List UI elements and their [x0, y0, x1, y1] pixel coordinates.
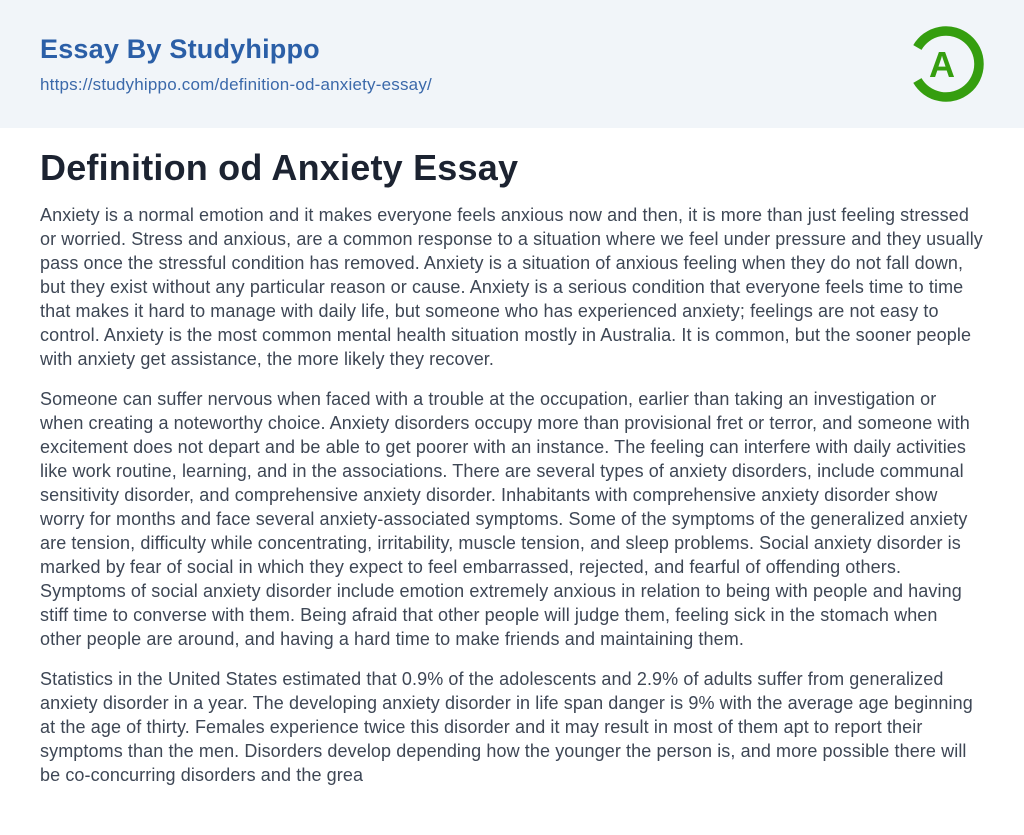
- header-text-block: [40, 34, 432, 95]
- essay-content: [0, 128, 1024, 787]
- page-title: Definition od Anxiety Essay: [40, 147, 519, 188]
- studyhippo-logo-icon: [904, 22, 988, 106]
- essay-paragraph-3: Statistics in the United States estimated that 0.9% of the adolescents and 2.9% of adults suffer from generalized anxiety disorder in a year. The developing anxiety disorder in life span danger is 9% with the average age beginning at the age of thirty. Females experience twice this disorder and it may result in most of them apt to report their symptoms than the men. Disorders develop depending how the younger the person is, and more possible there will be co-concurring disorders and the grea: [40, 668, 973, 785]
- logo-letter: A: [929, 44, 955, 85]
- site-url: https://studyhippo.com/definition-od-anxiety-essay/: [40, 74, 432, 94]
- essay-paragraph-2: Someone can suffer nervous when faced with a trouble at the occupation, earlier than taking an investigation or when creating a noteworthy choice. Anxiety disorders occupy more than provisional fret or terror, and someone with excitement does not depart and be able to get poorer with an instance. The feeling can interfere with daily activities like work routine, learning, and in the associations. There are several types of anxiety disorders, include communal sensitivity disorder, and comprehensive anxiety disorder. Inhabitants with comprehensive anxiety disorder show worry for months and face several anxiety-associated symptoms. Some of the symptoms of the generalized anxiety are tension, difficulty while concentrating, irritability, muscle tension, and sleep problems. Social anxiety disorder is marked by fear of social in which they expect to feel embarrassed, rejected, and fearful of offending others. Symptoms of social anxiety disorder include emotion extremely anxious in relation to being with people and having stiff time to converse with them. Being afraid that other people will judge them, feeling sick in the stomach when other people are around, and having a hard time to make friends and maintaining them.: [40, 388, 970, 649]
- site-title: Essay By Studyhippo: [40, 33, 320, 64]
- page-header: [0, 0, 1024, 128]
- essay-paragraph-1: Anxiety is a normal emotion and it makes everyone feels anxious now and then, it is more than just feeling stressed or worried. Stress and anxious, are a common response to a situation where we feel under pressure and they usually pass once the stressful condition has removed. Anxiety is a situation of anxious feeling when they do not fall down, but they exist without any particular reason or cause. Anxiety is a serious condition that everyone feels time to time that makes it hard to manage with daily life, but someone who has experienced anxiety; feelings are not easy to control. Anxiety is the most common mental health situation mostly in Australia. It is common, but the sooner people with anxiety get assistance, the more likely they recover.: [40, 204, 983, 369]
